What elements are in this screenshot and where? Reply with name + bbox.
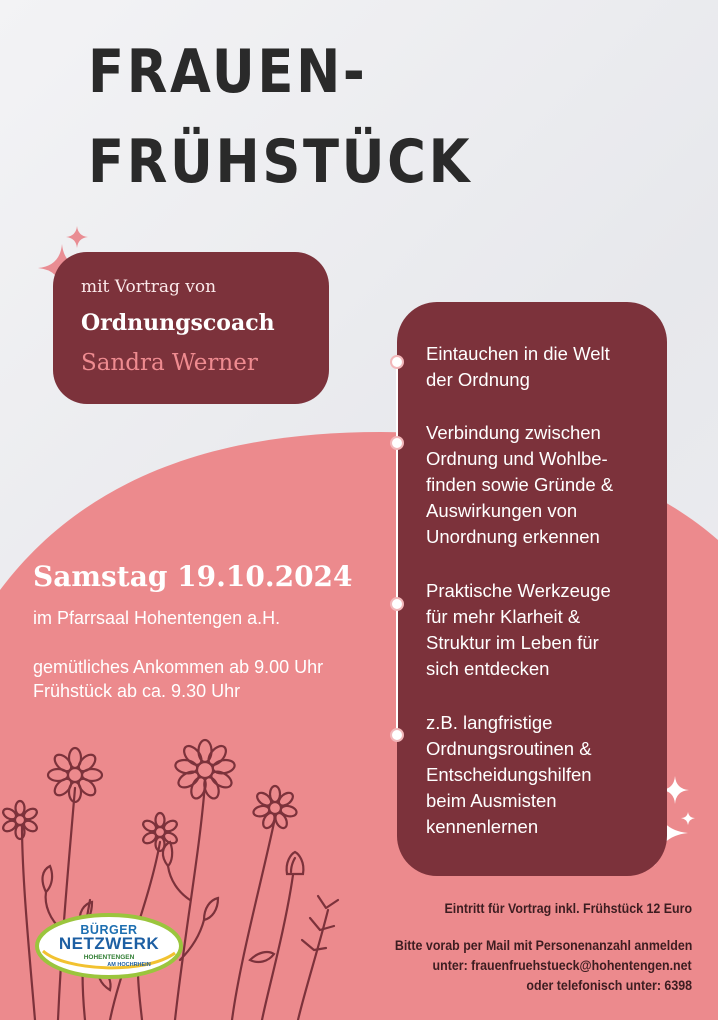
- buergernetzwerk-logo: [35, 913, 183, 979]
- speaker-role: Ordnungscoach: [81, 310, 275, 336]
- event-location: im Pfarrsaal Hohentengen a.H.: [33, 608, 281, 628]
- logo-text: HOHENTENGEN: [83, 954, 135, 961]
- topic-item: Praktische Werkzeuge für mehr Klarheit & Struktur im Leben für sich entdecken: [426, 580, 611, 679]
- logo-text: AM HOCHRHEIN: [107, 962, 151, 968]
- registration-note: Bitte vorab per Mail mit Personenanzahl anmelden: [394, 938, 692, 953]
- email-line: unter: frauenfruehstueck@hohentengen.net: [432, 958, 692, 973]
- speaker-intro: mit Vortrag von: [81, 277, 217, 297]
- timeline-dot: [390, 355, 404, 369]
- event-breakfast-time: Frühstück ab ca. 9.30 Uhr: [33, 681, 241, 701]
- topic-item: z.B. langfristige Ordnungsroutinen & Entscheidungshilfen beim Ausmisten kennenlernen: [426, 712, 592, 837]
- logo-text: NETZWERK: [58, 934, 160, 953]
- speaker-name: Sandra Werner: [81, 350, 258, 376]
- timeline-line: [396, 362, 398, 736]
- price-note: Eintritt für Vortrag inkl. Frühstück 12 Euro: [444, 901, 692, 916]
- page-title-line-1: FRAUEN-: [88, 37, 368, 107]
- event-date: Samstag 19.10.2024: [33, 560, 353, 593]
- topic-item: Eintauchen in die Welt der Ordnung: [426, 343, 610, 390]
- timeline-dot: [390, 597, 404, 611]
- page-title-line-2: FRÜHSTÜCK: [88, 127, 473, 197]
- logo-text: BÜRGER: [80, 923, 138, 937]
- timeline-dot: [390, 728, 404, 742]
- topic-item: Verbindung zwischen Ordnung und Wohlbe- finden sowie Gründe & Auswirkungen von Unordnung erkennen: [426, 422, 614, 547]
- speaker-box: [53, 252, 329, 404]
- phone-line: oder telefonisch unter: 6398: [526, 978, 692, 993]
- event-arrival-time: gemütliches Ankommen ab 9.00 Uhr: [33, 657, 324, 677]
- timeline-dot: [390, 436, 404, 450]
